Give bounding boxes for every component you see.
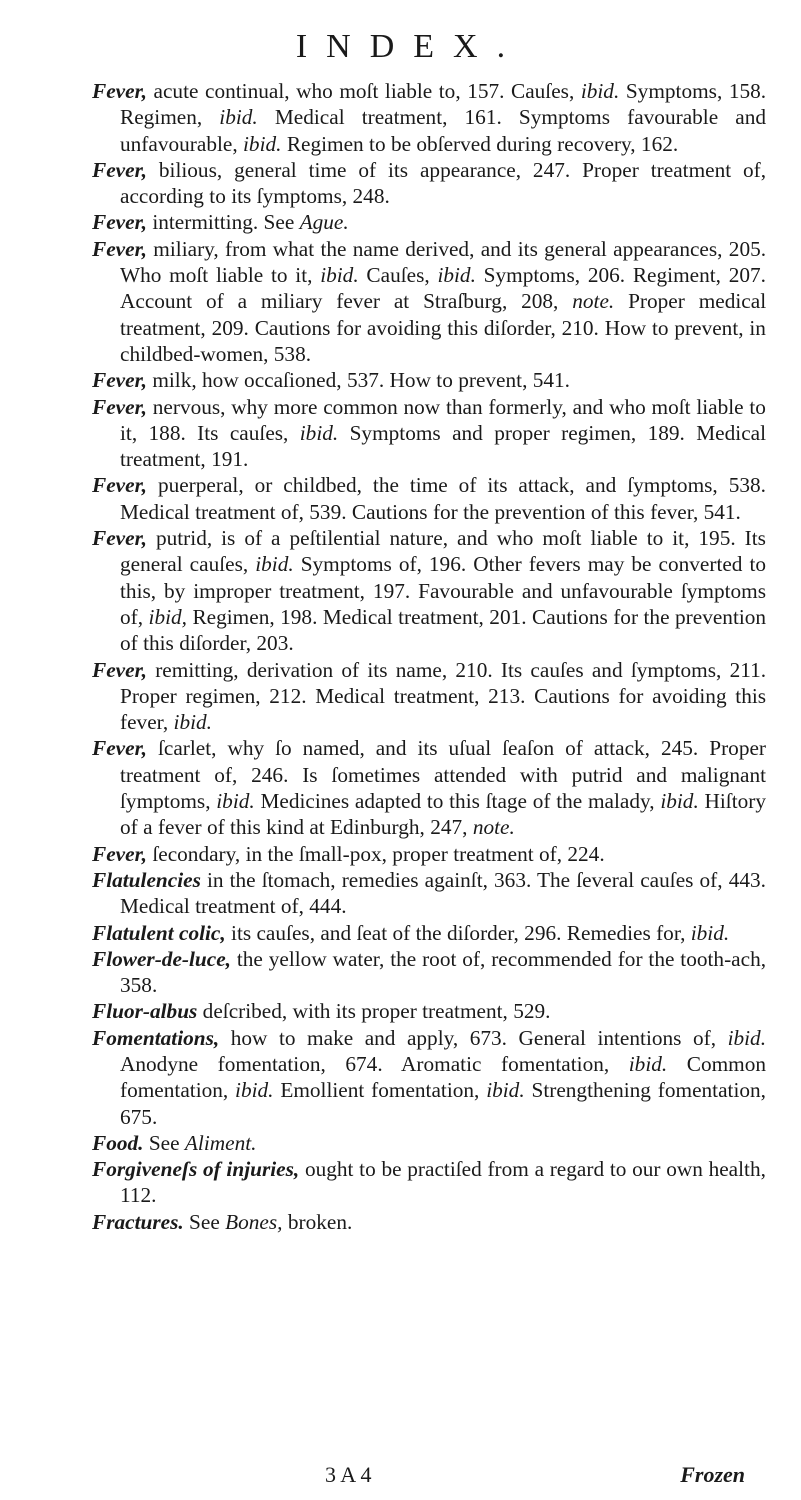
entry-text: miliary, from what the name derived, and its general appearances, 205. Who moſt liable to it, ibid. Cauſes, ibid. Symptoms, 206. Regiment, 207. Account of a miliary fever at Straſburg, 208, note. Proper medical treatment, 209. Cautions for avoiding this diſorder, 210. How to prevent, in childbed-women, 538. bbox=[120, 236, 767, 366]
catchword: Frozen bbox=[680, 1462, 745, 1487]
index-entry bbox=[92, 1025, 766, 1130]
entry-heading: Flatulencies bbox=[92, 867, 201, 892]
index-entry bbox=[92, 394, 766, 473]
entry-heading: Fever, bbox=[92, 473, 147, 498]
index-entry bbox=[92, 367, 766, 393]
entry-text: See Aliment. bbox=[148, 1130, 257, 1155]
entry-text: putrid, is of a peſtilential nature, and who moſt liable to it, 195. Its general cauſes, ibid. Symptoms of, 196. Other fevers may be converted to this, by improper treatment, 197. Favourable and unfavourable ſymptoms of, ibid, Regimen, 198. Medical treatment, 201. Cautions for the prevention of this diſorder, 203. bbox=[120, 526, 767, 656]
entry-heading: Fever, bbox=[92, 210, 147, 235]
index-entry bbox=[92, 157, 766, 210]
index-entry bbox=[92, 78, 766, 157]
index-entry bbox=[92, 841, 766, 867]
entry-heading: Fever, bbox=[92, 394, 147, 419]
index-entries bbox=[92, 78, 766, 1235]
entry-heading: Forgiveneſs of injuries, bbox=[92, 1157, 300, 1182]
index-entry bbox=[92, 472, 766, 525]
index-entry bbox=[92, 946, 766, 999]
index-entry bbox=[92, 735, 766, 840]
entry-text: the yellow water, the root of, recommended for the tooth-ach, 358. bbox=[120, 946, 767, 998]
entry-text: in the ſtomach, remedies againſt, 363. The ſeveral cauſes of, 443. Medical treatment of, 444. bbox=[120, 867, 766, 919]
entry-text: its cauſes, and ſeat of the diſorder, 296. Remedies for, ibid. bbox=[231, 920, 730, 945]
entry-heading: Fever, bbox=[92, 657, 147, 682]
entry-text: bilious, general time of its appearance, 247. Proper treatment of, according to its ſymptoms, 248. bbox=[120, 157, 767, 209]
entry-heading: Fever, bbox=[92, 368, 147, 393]
entry-text: ſecondary, in the ſmall-pox, proper treatment of, 224. bbox=[152, 841, 605, 866]
entry-heading: Fever, bbox=[92, 841, 147, 866]
index-entry bbox=[92, 1130, 766, 1156]
signature-mark: 3 A 4 bbox=[325, 1462, 372, 1487]
index-entry bbox=[92, 867, 766, 920]
index-entry bbox=[92, 236, 766, 367]
entry-text: intermitting. See Ague. bbox=[152, 210, 349, 235]
entry-heading: Flatulent colic, bbox=[92, 920, 226, 945]
entry-heading: Fever, bbox=[92, 157, 147, 182]
index-entry bbox=[92, 998, 766, 1024]
entry-text: acute continual, who moſt liable to, 157. Cauſes, ibid. Symptoms, 158. Regimen, ibid. Medical treatment, 161. Symptoms favourable and unfavourable, ibid. Regimen to be obſerved during recovery, 162. bbox=[120, 79, 767, 156]
index-entry bbox=[92, 657, 766, 736]
entry-text: ought to be practiſed from a regard to our own health, 112. bbox=[120, 1157, 766, 1208]
index-entry bbox=[92, 1209, 766, 1235]
entry-heading: Fractures. bbox=[92, 1209, 184, 1234]
index-entry bbox=[92, 1156, 766, 1209]
index-entry bbox=[92, 525, 766, 656]
entry-text: deſcribed, with its proper treatment, 529. bbox=[202, 999, 551, 1024]
entry-heading: Flower-de-luce, bbox=[92, 946, 231, 971]
entry-text: ſcarlet, why ſo named, and its uſual ſeaſon of attack, 245. Proper treatment of, 246. Is ſometimes attended with putrid and malignant ſymptoms, ibid. Medicines adapted to this ſtage of the malady, ibid. Hiſtory of a fever of this kind at Edinburgh, 247, note. bbox=[120, 736, 767, 840]
entry-heading: Fever, bbox=[92, 526, 147, 551]
entry-text: remitting, derivation of its name, 210. Its cauſes and ſymptoms, 211. Proper regimen, 212. Medical treatment, 213. Cautions for avoiding this fever, ibid. bbox=[120, 657, 767, 735]
entry-text: milk, how occaſioned, 537. How to prevent, 541. bbox=[152, 368, 570, 393]
entry-heading: Fever, bbox=[92, 79, 147, 103]
entry-heading: Fever, bbox=[92, 736, 147, 761]
index-entry bbox=[92, 920, 766, 946]
page-title: INDEX. bbox=[295, 28, 525, 65]
page-footer bbox=[0, 1462, 801, 1492]
entry-text: how to make and apply, 673. General intentions of, ibid. Anodyne fomentation, 674. Aromatic fomentation, ibid. Common fomentation, ibid. Emollient fomentation, ibid. Strengthening fomentation, 675. bbox=[120, 1025, 767, 1129]
index-entry bbox=[92, 209, 766, 235]
entry-heading: Food. bbox=[92, 1130, 144, 1155]
entry-text: See Bones, broken. bbox=[189, 1209, 353, 1234]
entry-text: nervous, why more common now than formerly, and who moſt liable to it, 188. Its cauſes, ibid. Symptoms and proper regimen, 189. Medical treatment, 191. bbox=[120, 394, 767, 472]
entry-heading: Fomentations, bbox=[92, 1025, 220, 1050]
entry-heading: Fever, bbox=[92, 236, 147, 261]
entry-heading: Fluor-albus bbox=[92, 999, 198, 1024]
entry-text: puerperal, or childbed, the time of its attack, and ſymptoms, 538. Medical treatment of, 539. Cautions for the prevention of this fever, 541. bbox=[120, 473, 766, 524]
